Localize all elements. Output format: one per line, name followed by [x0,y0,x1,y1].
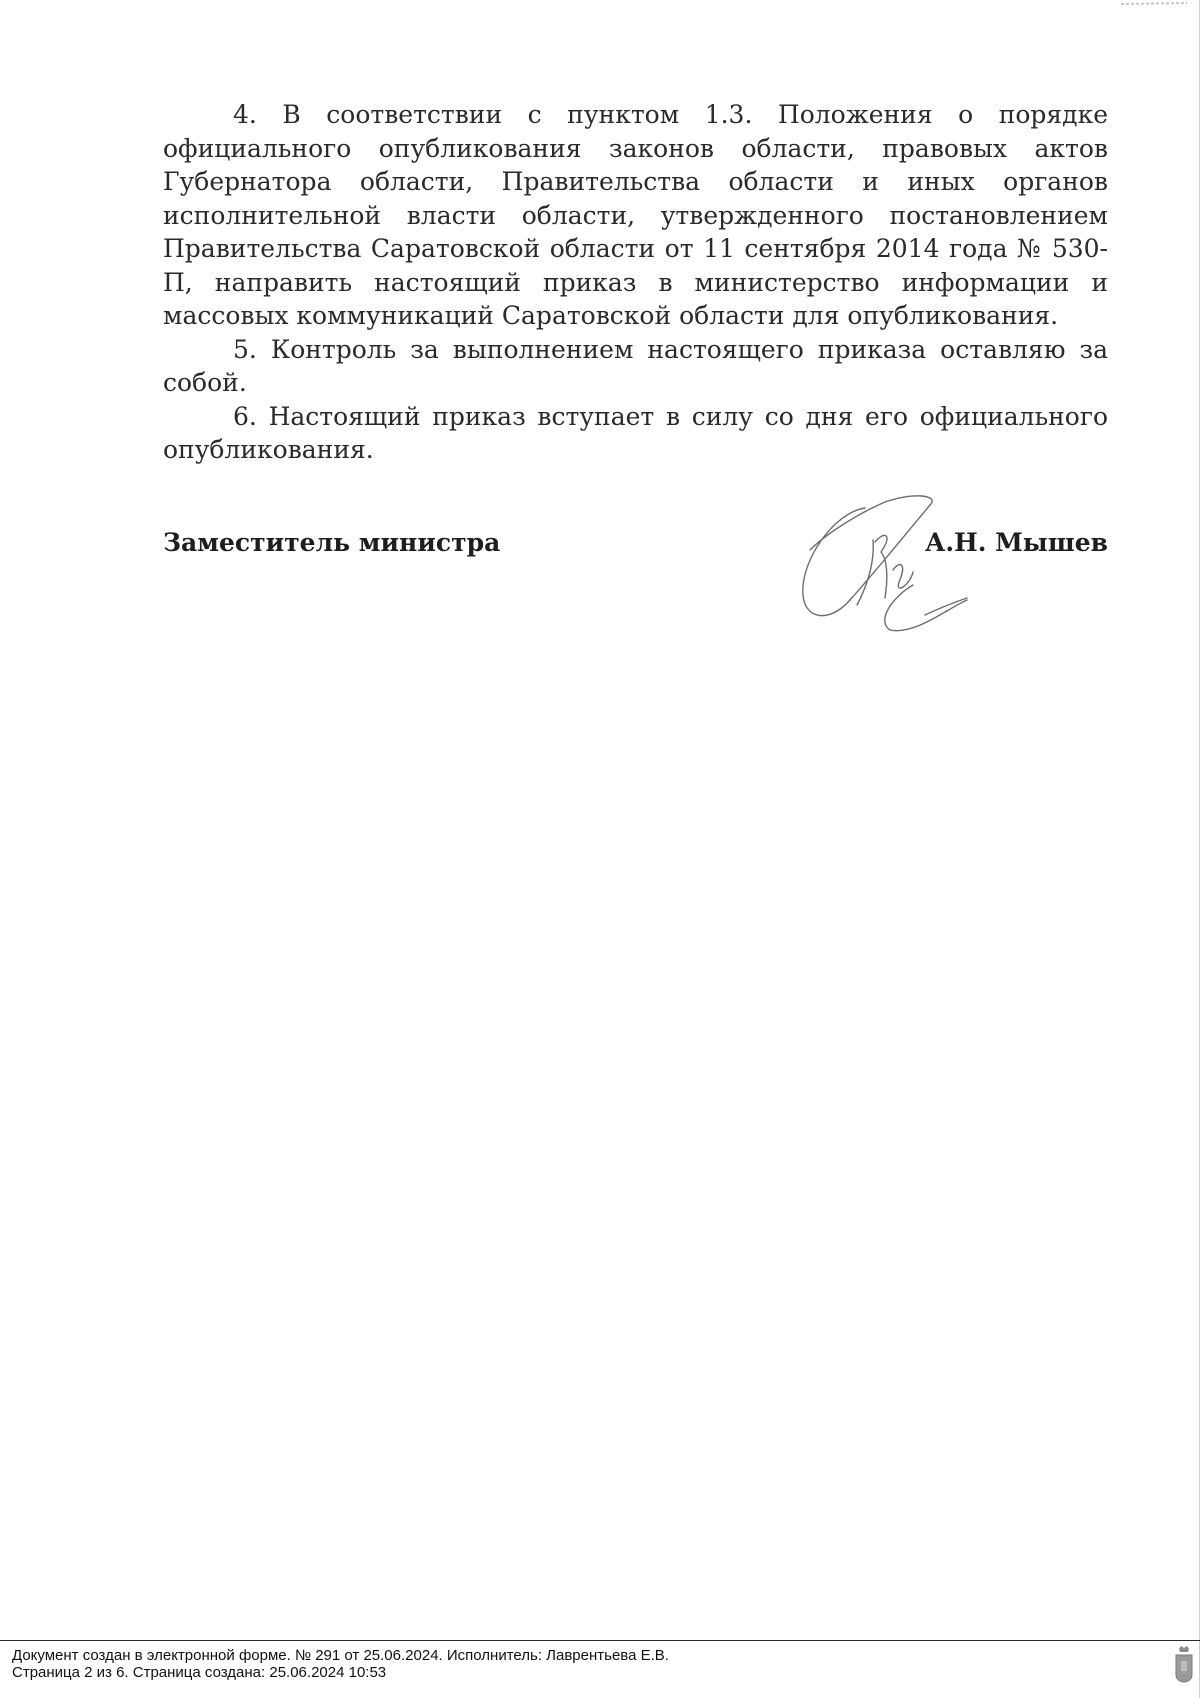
paragraph-5: 5. Контроль за выполнением настоящего приказа оставляю за собой. [163,334,1108,397]
coat-of-arms-icon [1173,1645,1195,1683]
footer-divider [0,1640,1200,1641]
footer-document-info: Документ создан в электронной форме. № 291 от 25.06.2024. Исполнитель: Лаврентьева Е.В. [12,1647,669,1664]
signatory-position: Заместитель министра [163,528,501,557]
document-body [163,98,1108,467]
scan-artifact [1119,0,1189,8]
paragraph-6: 6. Настоящий приказ вступает в силу со дня его официального опубликования. [163,401,1108,464]
signatory-name: А.Н. Мышев [925,528,1108,557]
footer-page-info: Страница 2 из 6. Страница создана: 25.06.2024 10:53 [12,1664,387,1681]
footer [12,1647,1112,1681]
handwritten-signature [795,490,975,640]
paragraph-4: 4. В соответствии с пунктом 1.3. Положения о порядке официального опубликования законов области, правовых актов Губернатора области, Правительства области и иных органов исполнительной власти области, утвержденного постановлением Правительства Саратовской области от 11 сентября 2014 года № 530-П, направить настоящий приказ в министерство информации и массовых коммуникаций Саратовской области для опубликования. [163,100,1108,330]
